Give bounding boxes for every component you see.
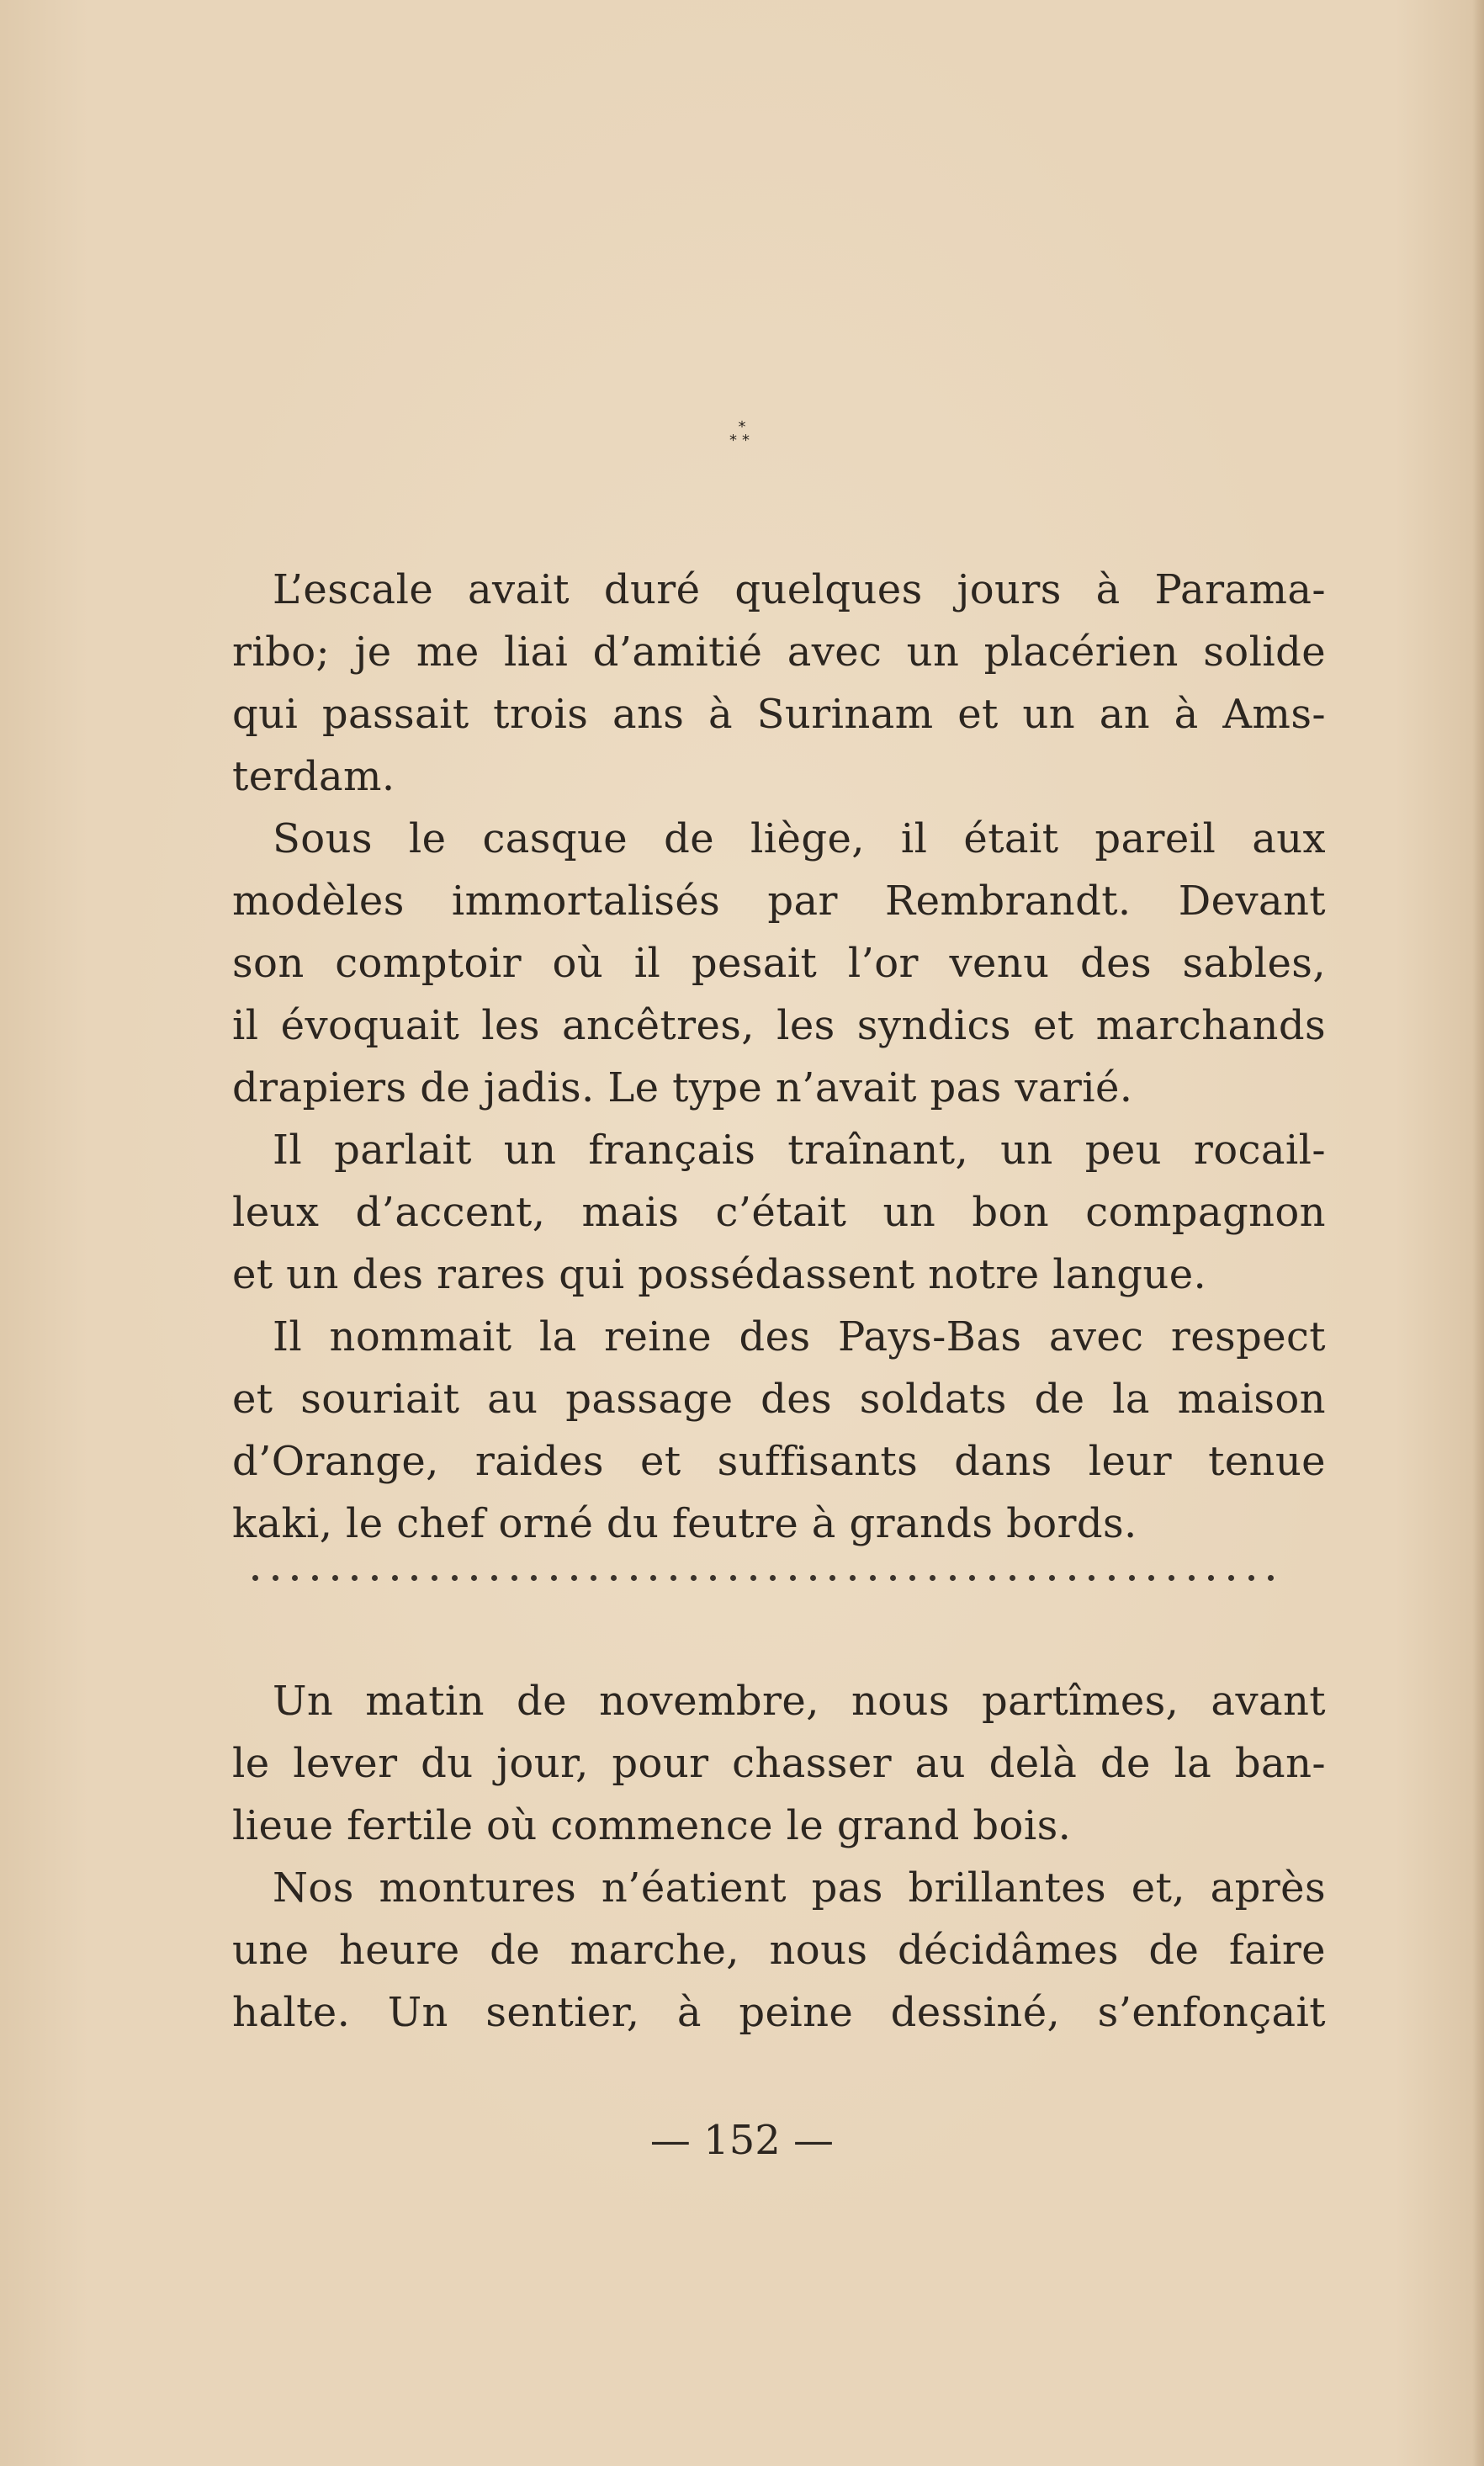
text-line: drapiers de jadis. Le type n’avait pas varié.: [232, 1064, 1133, 1111]
leader-dot: [650, 1575, 656, 1581]
leader-dot: [890, 1575, 896, 1581]
leader-dot: [930, 1575, 935, 1581]
text-line: lieue fertile où commence le grand bois.: [232, 1802, 1072, 1849]
leader-dot: [770, 1575, 776, 1581]
leader-dot: [1109, 1575, 1115, 1581]
text-line: modèles immortalisés par Rembrandt. Devant: [232, 878, 1326, 925]
leader-dot: [710, 1575, 716, 1581]
text-line: Sous le casque de liège, il était pareil aux: [273, 815, 1326, 862]
leader-dot: [950, 1575, 956, 1581]
leader-dot: [631, 1575, 637, 1581]
leader-dot: [551, 1575, 557, 1581]
leader-dot: [909, 1575, 915, 1581]
leader-dot: [750, 1575, 756, 1581]
leader-dot: [611, 1575, 617, 1581]
text-line: terdam.: [232, 753, 395, 800]
leader-dot: [850, 1575, 856, 1581]
text-line: Un matin de novembre, nous partîmes, avant: [273, 1678, 1326, 1725]
text-line: le lever du jour, pour chasser au delà de la ban-: [232, 1740, 1326, 1787]
leader-dot: [691, 1575, 697, 1581]
leader-dot: [829, 1575, 835, 1581]
text-line: Il parlait un français traînant, un peu rocail-: [273, 1127, 1326, 1174]
leader-dot: [870, 1575, 876, 1581]
text-line: son comptoir où il pesait l’or venu des sables,: [232, 940, 1326, 987]
leader-dot: [471, 1575, 477, 1581]
text-line: leux d’accent, mais c’était un bon compagnon: [232, 1189, 1326, 1236]
leader-dot: [392, 1575, 398, 1581]
asterism-separator: [0, 418, 1484, 449]
text-line: d’Orange, raides et suffisants dans leur tenue: [232, 1438, 1326, 1485]
text-line: Il nommait la reine des Pays-Bas avec respect: [273, 1313, 1326, 1360]
leader-dot: [411, 1575, 417, 1581]
leader-dot: [491, 1575, 497, 1581]
text-line: une heure de marche, nous décidâmes de faire: [232, 1927, 1326, 1974]
asterism-top-star: *: [738, 418, 746, 436]
leader-dot: [332, 1575, 338, 1581]
page-number: — 152 —: [649, 2117, 835, 2164]
leader-dot: [1029, 1575, 1035, 1581]
leader-dot: [252, 1575, 258, 1581]
leader-dot: [352, 1575, 358, 1581]
text-line: halte. Un sentier, à peine dessiné, s’enfonçait: [232, 1989, 1326, 2036]
leader-dot: [312, 1575, 318, 1581]
leader-dot: [531, 1575, 537, 1581]
text-line: L’escale avait duré quelques jours à Parama-: [273, 566, 1326, 613]
leader-dot: [1169, 1575, 1174, 1581]
leader-dot: [1010, 1575, 1015, 1581]
leader-dot: [591, 1575, 596, 1581]
text-line: et un des rares qui possédassent notre langue.: [232, 1251, 1207, 1298]
text-line: Nos montures n’éatient pas brillantes et, après: [273, 1864, 1326, 1912]
leader-dot: [1208, 1575, 1214, 1581]
leader-dot: [432, 1575, 437, 1581]
leader-dot: [372, 1575, 378, 1581]
text-line: ribo; je me liai d’amitié avec un placérien solide: [232, 628, 1326, 676]
leader-dot: [273, 1575, 278, 1581]
leader-dot: [292, 1575, 298, 1581]
leader-dot: [670, 1575, 676, 1581]
leader-dot: [1228, 1575, 1234, 1581]
leader-dot: [1189, 1575, 1195, 1581]
page-edge-shadow: [1472, 0, 1484, 2466]
leader-dot: [969, 1575, 975, 1581]
leader-dot: [810, 1575, 816, 1581]
leader-dot: [1129, 1575, 1135, 1581]
section-2-text: [232, 1670, 1326, 2044]
leader-dot: [1248, 1575, 1254, 1581]
text-line: kaki, le chef orné du feutre à grands bords.: [232, 1500, 1137, 1547]
leader-dot: [1268, 1575, 1274, 1581]
leader-dot: [511, 1575, 517, 1581]
text-line: il évoquait les ancêtres, les syndics et marchands: [232, 1002, 1326, 1049]
text-line: et souriait au passage des soldats de la maison: [232, 1376, 1326, 1423]
leader-dot: [452, 1575, 458, 1581]
asterism-bottom-stars: **: [729, 432, 755, 449]
dotted-section-break: [252, 1575, 1275, 1592]
section-1-text: [232, 559, 1326, 1555]
leader-dot: [1089, 1575, 1094, 1581]
leader-dot: [1148, 1575, 1154, 1581]
leader-dot: [790, 1575, 796, 1581]
text-line: qui passait trois ans à Surinam et un an à Ams-: [232, 691, 1326, 738]
leader-dot: [730, 1575, 736, 1581]
leader-dot: [1049, 1575, 1055, 1581]
leader-dot: [989, 1575, 995, 1581]
leader-dot: [1069, 1575, 1075, 1581]
leader-dot: [571, 1575, 577, 1581]
